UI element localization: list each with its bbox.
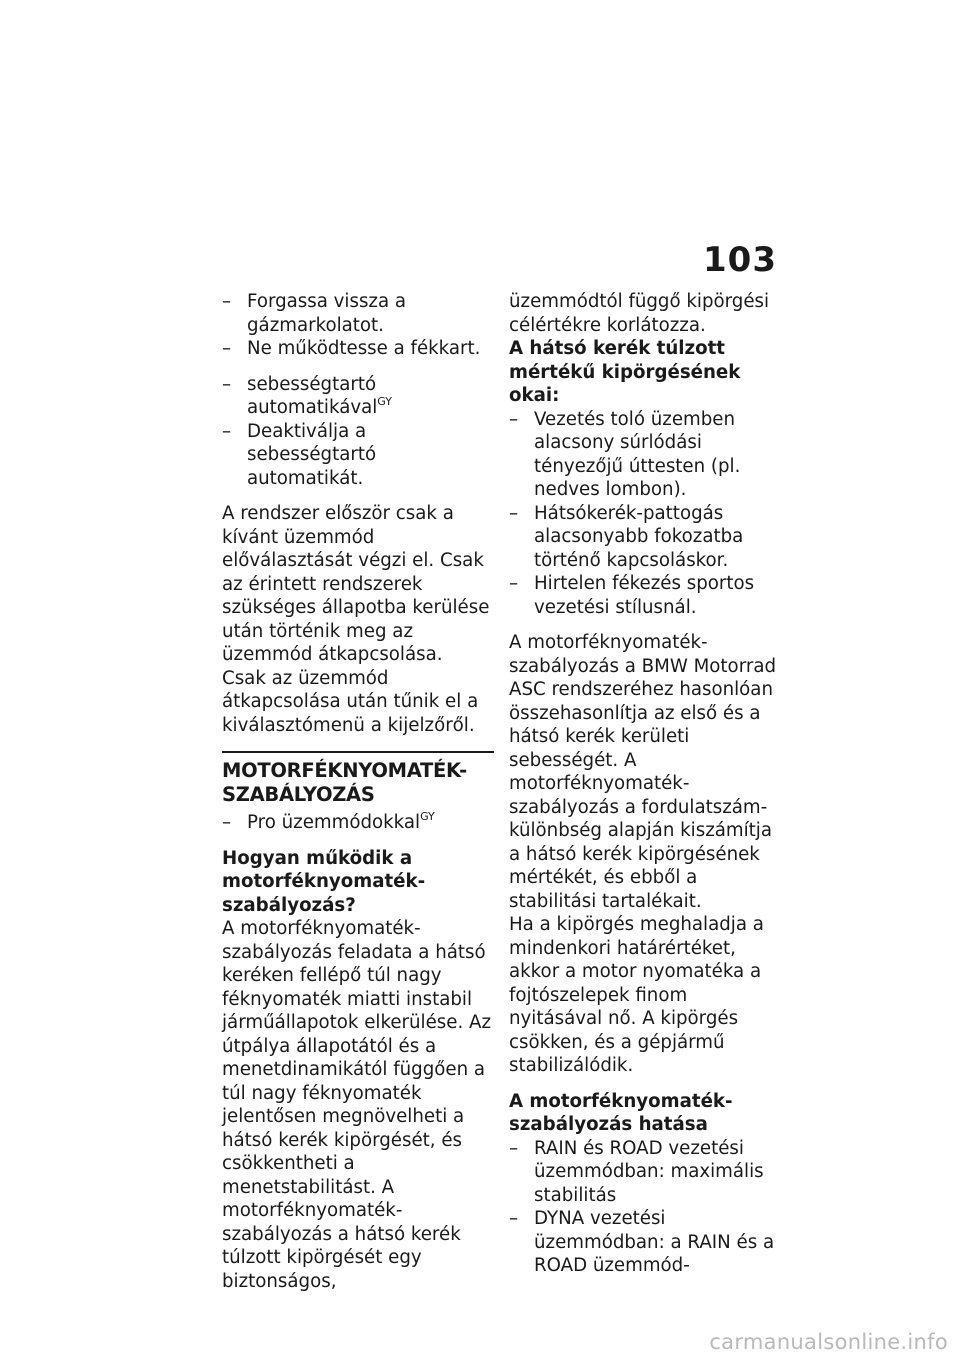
step-list-b xyxy=(222,373,494,491)
body-paragraph: Ha a kipörgés meghaladja a mindenkori határértéket, akkor a motor nyomatéka a fojtószelepek finom nyitásával nő. A kipörgés csökken, és a gépjármű stabilizálódik. xyxy=(509,914,764,1076)
subheading: Hogyan működik a motorféknyomaték-szabályozás? xyxy=(222,847,426,916)
body-paragraph: A motorféknyomaték-szabályozás feladata a hátsó keréken fellépő túl nagy féknyomaték miatti instabil járműállapotok elkerülése. Az útpálya állapotától és a menetdinamikától függően a túl nagy féknyomaték jelentősen megnövelheti a hátsó kerék kipörgését, és csökkentheti a menetstabilitást. A motorféknyomaték-szabályozás a hátsó kerék túlzott kipörgését egy biztonságos, xyxy=(222,918,492,1292)
section-divider xyxy=(222,751,494,807)
option-item: – sebességtartó automatikával$^{GY}$ xyxy=(222,373,494,420)
option-sup: GY xyxy=(420,810,435,823)
list-item: – Vezetés toló üzemben alacsony súrlódási tényezőjű úttesten (pl. nedves lombon). xyxy=(509,408,783,502)
effect-list xyxy=(509,1137,783,1278)
step-item: – Forgassa vissza a gázmarkolatot. xyxy=(222,290,494,337)
option-sup: GY xyxy=(377,395,392,408)
subheading: A motorféknyomaték-szabályozás hatása xyxy=(509,1090,733,1135)
option-item: – Pro üzemmódokkal$^{GY}$ xyxy=(222,811,494,835)
body-paragraph: A motorféknyomaték-szabályozás a BMW Motorrad ASC rendszeréhez hasonlóan összehasonlítja az első és a hátsó kerék kerületi sebességét. A motorféknyomaték-szabályozás a fordulatszám-különbség alapján kiszámítja a hátsó kerék kipörgésének mértékét, és ebből a stabilitási tartalékait. xyxy=(509,632,777,912)
body-paragraph: Csak az üzemmód átkapcsolása után tűnik el a kiválasztómenü a kijelzőről. xyxy=(222,667,479,736)
footer-watermark: carmanualsonline.info xyxy=(709,1330,948,1354)
section-title: MOTORFÉKNYOMATÉK-SZABÁLYOZÁS xyxy=(222,759,467,806)
list-item: – Hirtelen fékezés sportos vezetési stílusnál. xyxy=(509,572,783,619)
subheading: A hátsó kerék túlzott mértékű kipörgésének okai: xyxy=(509,338,741,406)
list-item: – Hátsókerék-pattogás alacsonyabb fokozatba történő kapcsoláskor. xyxy=(509,502,783,573)
right-column xyxy=(509,290,783,1278)
body-paragraph: üzemmódtól függő kipörgési célértékre korlátozza. xyxy=(509,291,770,336)
left-column xyxy=(222,290,494,1293)
page-number: 103 xyxy=(703,240,777,280)
body-paragraph: A rendszer először csak a kívánt üzemmód előválasztását végzi el. Csak az érintett rendszerek szükséges állapotba kerülése után történik meg az üzemmód átkapcsolása. xyxy=(222,503,490,665)
step-list-a xyxy=(222,290,494,361)
cause-list xyxy=(509,408,783,620)
step-item: – Deaktiválja a sebességtartó automatikát. xyxy=(222,420,494,491)
list-item: – RAIN és ROAD vezetési üzemmódban: maximális stabilitás xyxy=(509,1137,783,1208)
list-item: – DYNA vezetési üzemmódban: a RAIN és a ROAD üzemmód- xyxy=(509,1207,783,1278)
step-item: – Ne működtesse a fékkart. xyxy=(222,337,494,361)
